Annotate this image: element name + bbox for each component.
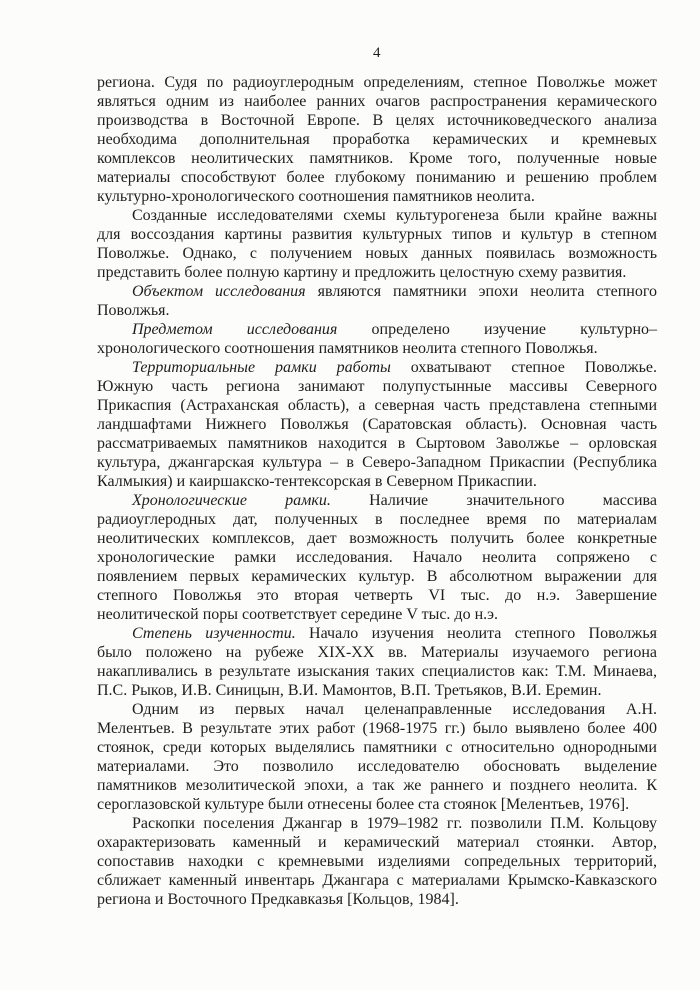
line-text: Калмыкия) и каиршакско-тентексорская в Северном Прикаспии. bbox=[97, 473, 537, 490]
line-text: Наличие значительного массива bbox=[330, 492, 658, 509]
text-line bbox=[97, 453, 657, 472]
line-text: П.С. Рыков, И.В. Синицын, В.И. Мамонтов, В.П. Третьяков, В.И. Еремин. bbox=[97, 682, 602, 699]
text-line bbox=[97, 814, 657, 833]
line-text: стоянок, среди которых выделялись памятники с относительно однородными bbox=[97, 739, 657, 756]
text-line bbox=[97, 149, 657, 168]
line-text: Поволжья. bbox=[97, 302, 170, 319]
text-line bbox=[97, 111, 657, 130]
text-line bbox=[97, 301, 657, 320]
text-line bbox=[97, 339, 657, 358]
text-line bbox=[97, 244, 657, 263]
line-text: Начало изучения неолита степного Поволжья bbox=[295, 625, 658, 642]
line-text: являться одним из наиболее ранних очагов распространения керамического bbox=[97, 93, 657, 110]
text-line bbox=[97, 491, 657, 510]
text-line bbox=[97, 358, 657, 377]
text-line bbox=[97, 833, 657, 852]
line-text: региона. Судя по радиоуглеродным определениям, степное Поволжье может bbox=[97, 74, 657, 91]
line-text: памятников мезолитической эпохи, а так же раннего и позднего неолита. К bbox=[97, 777, 657, 794]
line-text: Созданные исследователями схемы культурогенеза были крайне важны bbox=[132, 207, 657, 224]
line-text: ландшафтами Нижнего Поволжья (Саратовская область). Основная часть bbox=[97, 416, 657, 433]
text-line bbox=[97, 852, 657, 871]
text-line bbox=[97, 187, 657, 206]
line-text: охватывают степное Поволжье. bbox=[390, 359, 657, 376]
line-text: Поволжье. Однако, с получением новых данных появилась возможность bbox=[97, 245, 657, 262]
text-line bbox=[97, 396, 657, 415]
text-line bbox=[97, 586, 657, 605]
text-line bbox=[97, 510, 657, 529]
text-line bbox=[97, 73, 657, 92]
text-line bbox=[97, 681, 657, 700]
italic-lead-text: Предметом исследования bbox=[132, 321, 338, 338]
italic-lead-text: Территориальные рамки работы bbox=[132, 359, 391, 376]
text-line bbox=[97, 130, 657, 149]
line-text: Южную часть региона занимают полупустынные массивы Северного bbox=[97, 378, 657, 395]
line-text: Прикаспия (Астраханская область), а северная часть представлена степными bbox=[97, 397, 657, 414]
line-text: определено изучение культурно– bbox=[337, 321, 658, 338]
line-text: степного Поволжья это вторая четверть VI тыс. до н.э. Завершение bbox=[97, 587, 657, 604]
line-text: хронологического соотношения памятников неолита степного Поволжья. bbox=[97, 340, 598, 357]
text-line bbox=[97, 757, 657, 776]
text-line bbox=[97, 567, 657, 586]
text-line bbox=[97, 529, 657, 548]
text-line bbox=[97, 225, 657, 244]
text-line bbox=[97, 871, 657, 890]
text-line bbox=[97, 377, 657, 396]
line-text: материалы способствуют более глубокому пониманию и решению проблем bbox=[97, 169, 657, 186]
line-text: хронологические рамки исследования. Начало неолита сопряжено с bbox=[97, 549, 657, 566]
text-line bbox=[97, 92, 657, 111]
italic-lead-text: Хронологические рамки. bbox=[132, 492, 331, 509]
line-text: рассматриваемых памятников находится в Сыртовом Заволжье – орловская bbox=[97, 435, 657, 452]
line-text: сближает каменный инвентарь Джангара с материалами Крымско-Кавказского bbox=[97, 872, 657, 889]
line-text: неолитической поры соответствует середине V тыс. до н.э. bbox=[97, 606, 498, 623]
italic-lead-text: Объектом исследования bbox=[132, 283, 306, 300]
line-text: являются памятники эпохи неолита степного bbox=[305, 283, 658, 300]
text-line bbox=[97, 624, 657, 643]
line-text: комплексов неолитических памятников. Кроме того, полученные новые bbox=[97, 150, 657, 167]
text-line bbox=[97, 890, 657, 909]
text-line bbox=[97, 700, 657, 719]
line-text: Раскопки поселения Джангар в 1979–1982 гг. позволили П.М. Кольцову bbox=[132, 815, 657, 832]
line-text: Одним из первых начал целенаправленные исследования А.Н. bbox=[132, 701, 657, 718]
line-text: было положено на рубеже XIX-XX вв. Материалы изучаемого региона bbox=[97, 644, 657, 661]
line-text: Мелентьев. В результате этих работ (1968-1975 гг.) было выявлено более 400 bbox=[97, 720, 657, 737]
line-text: сопоставив находки с кремневыми изделиями сопредельных территорий, bbox=[97, 853, 657, 870]
line-text: необходима дополнительная проработка керамических и кремневых bbox=[97, 131, 657, 148]
text-line bbox=[97, 719, 657, 738]
text-line bbox=[97, 282, 657, 301]
text-line bbox=[97, 643, 657, 662]
line-text: сероглазовской культуре были отнесены более ста стоянок [Мелентьев, 1976]. bbox=[97, 796, 630, 813]
text-line bbox=[97, 206, 657, 225]
line-text: культурно-хронологического соотношения памятников неолита. bbox=[97, 188, 535, 205]
line-text: охарактеризовать каменный и керамический материал стоянки. Автор, bbox=[97, 834, 657, 851]
text-line bbox=[97, 415, 657, 434]
line-text: накапливались в результате изыскания таких специалистов как: Т.М. Минаева, bbox=[97, 663, 657, 680]
text-line bbox=[97, 472, 657, 491]
italic-lead-text: Степень изученности. bbox=[132, 625, 296, 642]
text-line bbox=[97, 320, 657, 339]
text-line bbox=[97, 548, 657, 567]
text-line bbox=[97, 795, 657, 814]
line-text: материалами. Это позволило исследователю обосновать выделение bbox=[97, 758, 657, 775]
text-block bbox=[97, 73, 657, 909]
line-text: появлением первых керамических культур. В абсолютном выражении для bbox=[97, 568, 657, 585]
line-text: неолитических комплексов, дает возможность получить более конкретные bbox=[97, 530, 657, 547]
text-line bbox=[97, 168, 657, 187]
line-text: представить более полную картину и предложить целостную схему развития. bbox=[97, 264, 627, 281]
text-line bbox=[97, 776, 657, 795]
line-text: радиоуглеродных дат, полученных в последнее время по материалам bbox=[97, 511, 657, 528]
line-text: производства в Восточной Европе. В целях источниковедческого анализа bbox=[97, 112, 657, 129]
line-text: культура, джангарская культура – в Северо-Западном Прикаспии (Республика bbox=[97, 454, 657, 471]
text-line bbox=[97, 605, 657, 624]
page-number: 4 bbox=[373, 45, 381, 61]
line-text: региона и Восточного Предкавказья [Кольцов, 1984]. bbox=[97, 891, 459, 908]
text-line bbox=[97, 263, 657, 282]
text-line bbox=[97, 662, 657, 681]
line-text: для воссоздания картины развития культурных типов и культур в степном bbox=[97, 226, 657, 243]
text-line bbox=[97, 434, 657, 453]
text-line bbox=[97, 738, 657, 757]
